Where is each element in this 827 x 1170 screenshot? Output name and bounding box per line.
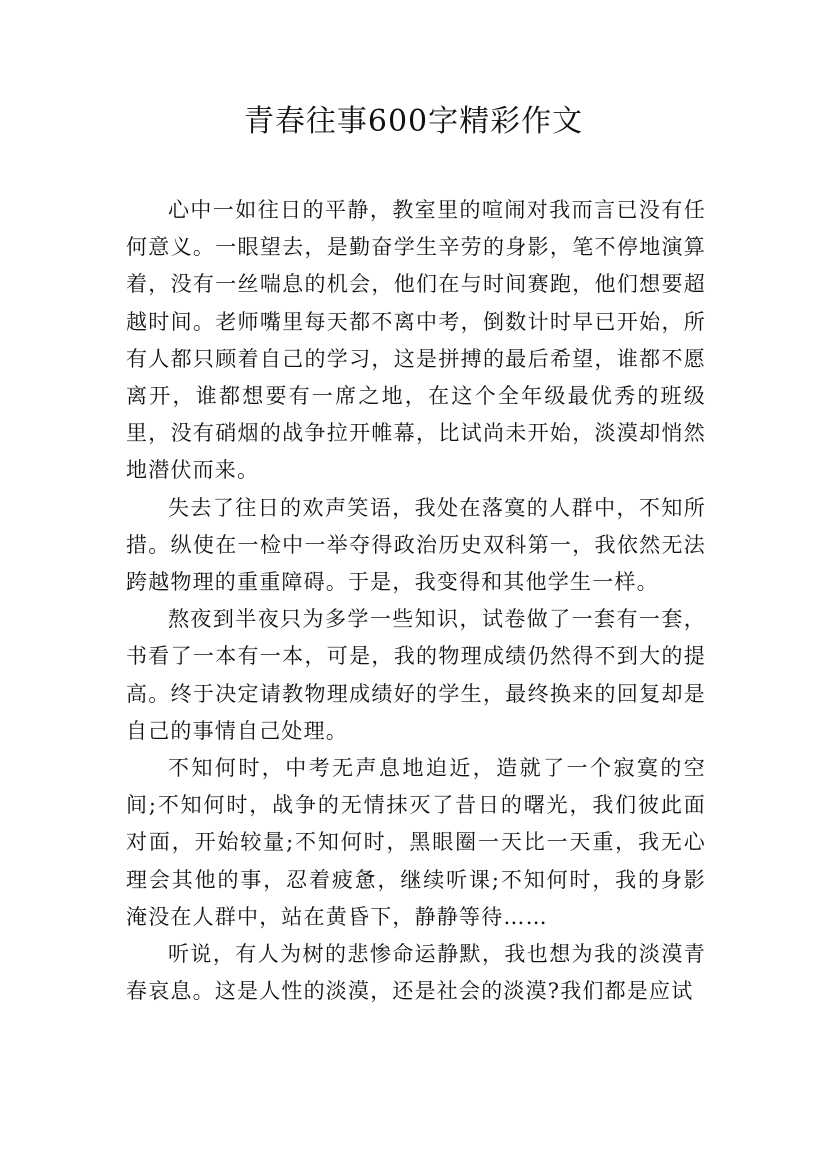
paragraph-3: 熬夜到半夜只为多学一些知识，试卷做了一套有一套，书看了一本有一本，可是，我的物理成绩仍然得不到大的提高。终于决定请教物理成绩好的学生，最终换来的回复却是自己的事情自己处理。 (126, 607, 706, 743)
paragraph-4: 不知何时，中考无声息地迫近，造就了一个寂寞的空间;不知何时，战争的无情抹灭了昔日的曙光，我们彼此面对面，开始较量;不知何时，黑眼圈一天比一天重，我无心理会其他的事，忍着疲惫，继续听课;不知何时，我的身影淹没在人群中，站在黄昏下，静静等待…… (126, 756, 706, 929)
document-body (126, 192, 706, 1010)
document-title: 青春往事600字精彩作文 (243, 104, 584, 139)
paragraph-1: 心中一如往日的平静，教室里的喧闹对我而言已没有任何意义。一眼望去，是勤奋学生辛劳的身影，笔不停地演算着，没有一丝喘息的机会，他们在与时间赛跑，他们想要超越时间。老师嘴里每天都不离中考，倒数计时早已开始，所有人都只顾着自己的学习，这是拼搏的最后希望，谁都不愿离开，谁都想要有一席之地，在这个全年级最优秀的班级里，没有硝烟的战争拉开帷幕，比试尚未开始，淡漠却悄然地潜伏而来。 (126, 198, 706, 483)
paragraph-5: 听说，有人为树的悲惨命运静默，我也想为我的淡漠青春哀息。这是人性的淡漠，还是社会的淡漠?我们都是应试 (126, 942, 706, 1004)
paragraph-2: 失去了往日的欢声笑语，我处在落寞的人群中，不知所措。纵使在一检中一举夺得政治历史双科第一，我依然无法跨越物理的重重障碍。于是，我变得和其他学生一样。 (126, 495, 706, 595)
